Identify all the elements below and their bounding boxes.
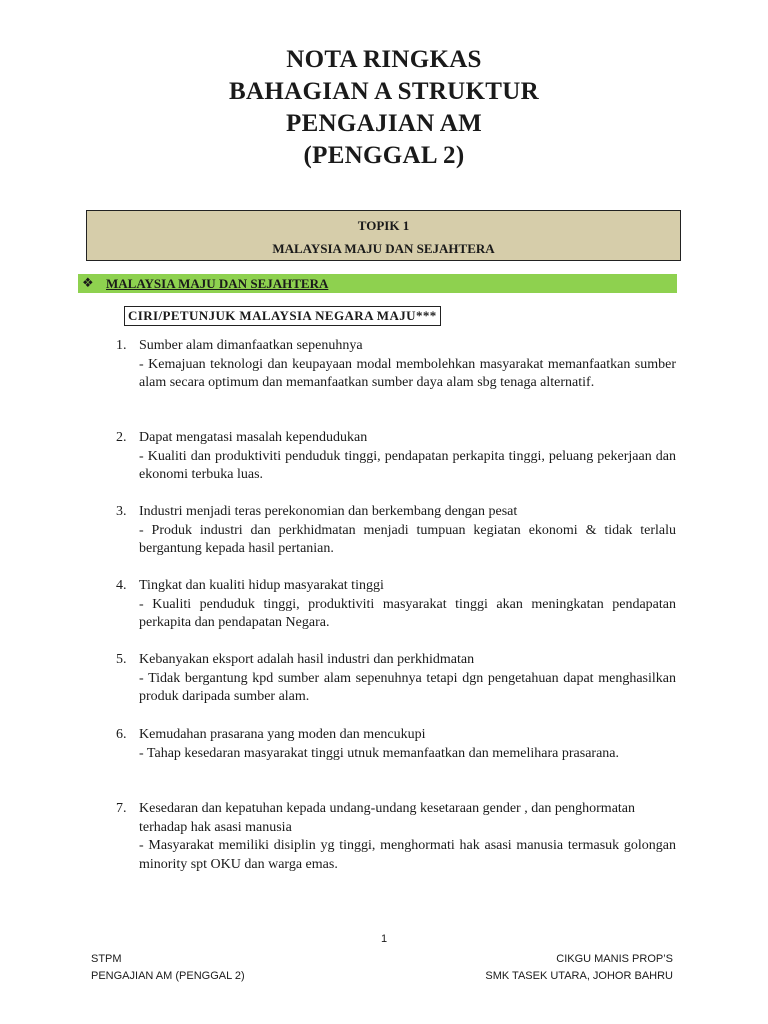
footer-right: [485, 951, 673, 985]
diamond-bullet-icon: ❖: [82, 276, 94, 291]
item-description: - Kualiti dan produktiviti penduduk tinggi, pendapatan perkapita tinggi, peluang pekerjaan dan ekonomi terbuka luas.: [139, 448, 676, 482]
footer-subject: PENGAJIAN AM (PENGGAL 2): [91, 970, 245, 982]
item-number: 3.: [116, 504, 127, 519]
item-description: - Produk industri dan perkhidmatan menjadi tumpuan kegiatan ekonomi & tidak terlalu bergantung kepada hasil pertanian.: [139, 522, 676, 556]
item-heading: Kebanyakan eksport adalah hasil industri dan perkhidmatan: [139, 652, 475, 667]
item-heading: Kemudahan prasarana yang moden dan mencukupi: [139, 727, 426, 742]
item-number: 7.: [116, 801, 127, 816]
item-number: 6.: [116, 727, 127, 742]
topic-box: [86, 210, 681, 261]
document-title: [0, 44, 768, 172]
item-heading: Sumber alam dimanfaatkan sepenuhnya: [139, 338, 363, 353]
item-heading: Industri menjadi teras perekonomian dan berkembang dengan pesat: [139, 504, 518, 519]
item-heading: Dapat mengatasi masalah kependudukan: [139, 430, 368, 445]
section-heading: MALAYSIA MAJU DAN SEJAHTERA: [106, 276, 329, 291]
footer-author: CIKGU MANIS PROP’S: [556, 953, 673, 965]
title-line: (PENGGAL 2): [303, 142, 465, 169]
section-heading-bar: [78, 274, 677, 293]
item-description: - Tidak bergantung kpd sumber alam sepenuhnya tetapi dgn pengetahuan dapat menghasilkan produk daripada sumber alam.: [139, 670, 676, 704]
footer-school: SMK TASEK UTARA, JOHOR BAHRU: [485, 970, 673, 982]
topic-name: MALAYSIA MAJU DAN SEJAHTERA: [272, 241, 495, 256]
footer-course: STPM: [91, 953, 122, 965]
item-heading: Kesedaran dan kepatuhan kepada undang-undang kesetaraan gender , dan penghormatan terhadap hak asasi manusia: [139, 801, 636, 835]
item-description: - Tahap kesedaran masyarakat tinggi utnuk memanfaatkan dan memelihara prasarana.: [139, 745, 619, 761]
item-number: 1.: [116, 338, 127, 353]
title-line: BAHAGIAN A STRUKTUR: [229, 78, 539, 105]
footer-left: [91, 951, 245, 985]
page-number: 1: [380, 933, 388, 945]
item-description: - Kualiti penduduk tinggi, produktiviti masyarakat tinggi akan meningkatan pendapatan perkapita dan pendapatan Negara.: [139, 596, 676, 630]
item-number: 4.: [116, 578, 127, 593]
item-heading: Tingkat dan kualiti hidup masyarakat tinggi: [139, 578, 384, 593]
subheading-box: CIRI/PETUNJUK MALAYSIA NEGARA MAJU***: [124, 306, 441, 326]
item-number: 2.: [116, 430, 127, 445]
item-description: - Masyarakat memiliki disiplin yg tinggi, menghormati hak asasi manusia termasuk golongan minority spt OKU dan warga emas.: [139, 838, 676, 872]
title-line: PENGAJIAN AM: [286, 110, 482, 137]
topic-number: TOPIK 1: [357, 218, 410, 233]
item-number: 5.: [116, 652, 127, 667]
item-description: - Kemajuan teknologi dan keupayaan modal membolehkan masyarakat memanfaatkan sumber alam secara optimum dan memanfaatkan sumber daya alam sbg tenaga alternatif.: [139, 356, 676, 390]
title-line: NOTA RINGKAS: [286, 46, 482, 73]
